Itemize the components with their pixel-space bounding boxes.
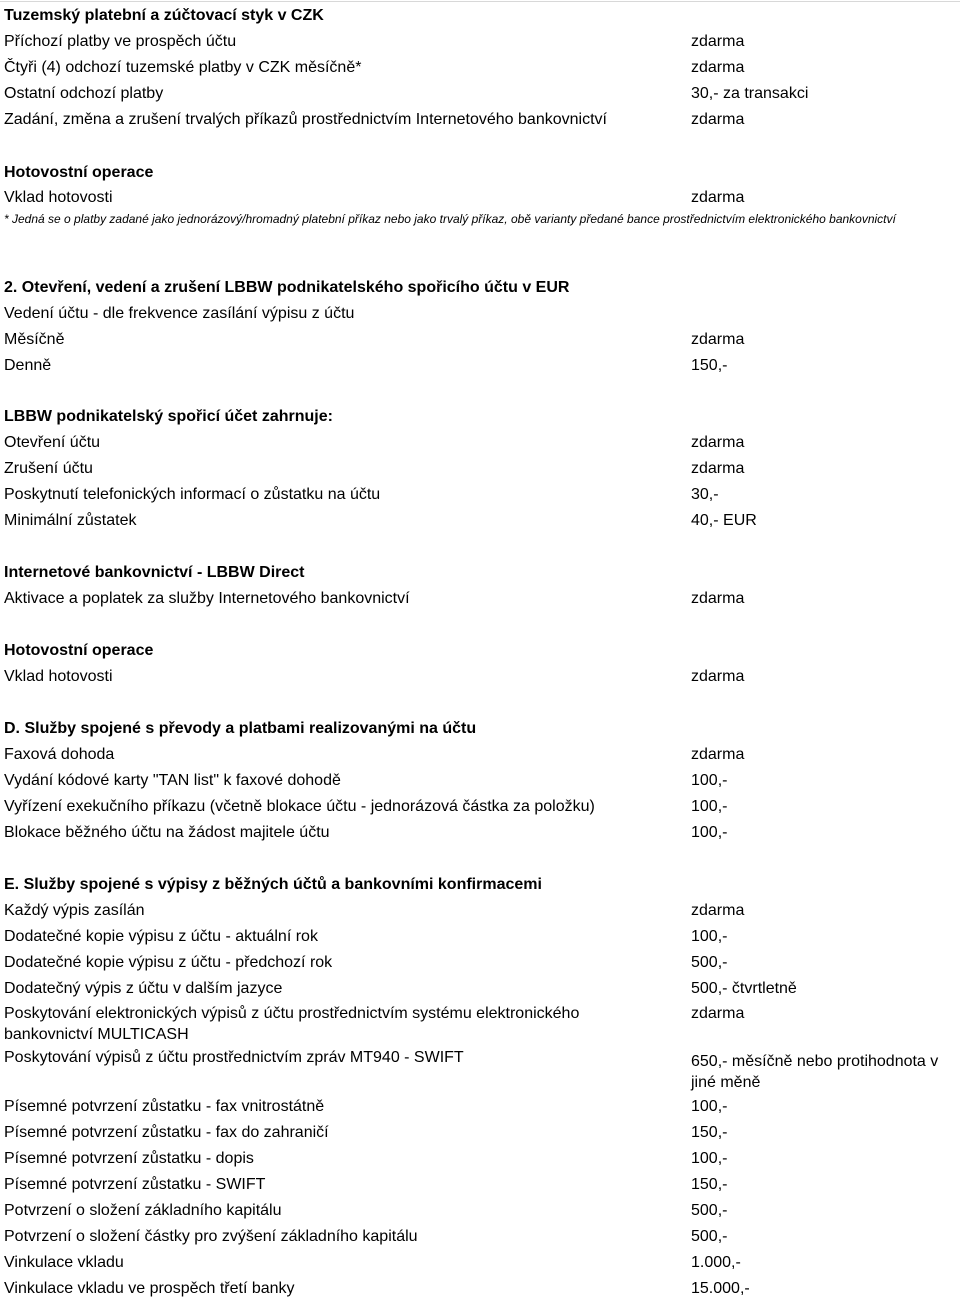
row-label: Zadání, změna a zrušení trvalých příkazů prostřednictvím Internetového bankovnictví: [4, 111, 607, 128]
row-label: Písemné potvrzení zůstatku - fax do zahraničí: [4, 1124, 329, 1141]
row-label: Příchozí platby ve prospěch účtu: [4, 33, 237, 50]
row-label: Dodatečné kopie výpisu z účtu - předchozí rok: [4, 954, 333, 971]
row-value: 100,-: [691, 1150, 728, 1167]
row-label: Dodatečné kopie výpisu z účtu - aktuální rok: [4, 928, 318, 945]
row-value: 100,-: [691, 824, 728, 841]
row-value: 500,-: [691, 1202, 728, 1219]
footnote: * Jedná se o platby zadané jako jednorázový/hromadný platební příkaz nebo jako trvalý příkaz, obě varianty předané bance prostřednictvím elektronického bankovnictví: [4, 212, 896, 226]
row-value: 100,-: [691, 772, 728, 789]
row-label: Vydání kódové karty "TAN list" k faxové dohodě: [4, 772, 341, 789]
row-value: zdarma: [691, 331, 745, 348]
row-label: Každý výpis zasílán: [4, 902, 145, 919]
row-label: Vklad hotovosti: [4, 668, 113, 685]
row-value: zdarma: [691, 1005, 745, 1022]
row-value: 1.000,-: [691, 1254, 741, 1271]
row-label: Poskytování elektronických výpisů z účtu prostřednictvím systému elektronického bankovnictví MULTICASH: [4, 1005, 580, 1043]
row-label: Čtyři (4) odchozí tuzemské platby v CZK měsíčně*: [4, 59, 362, 76]
row-label: Písemné potvrzení zůstatku - dopis: [4, 1150, 254, 1167]
section-title-cash-operations-2: Hotovostní operace: [4, 642, 154, 659]
row-value: 650,- měsíčně nebo protihodnota v jiné měně: [691, 1053, 939, 1091]
row-value: zdarma: [691, 434, 745, 451]
row-value: 100,-: [691, 928, 728, 945]
row-value: zdarma: [691, 902, 745, 919]
row-label: Písemné potvrzení zůstatku - fax vnitrostátně: [4, 1098, 325, 1115]
row-value: zdarma: [691, 111, 745, 128]
row-value: 100,-: [691, 1098, 728, 1115]
row-value: zdarma: [691, 668, 745, 685]
section-title-transfers: D. Služby spojené s převody a platbami realizovanými na účtu: [4, 720, 477, 737]
row-label: Vklad hotovosti: [4, 189, 113, 206]
row-label: Faxová dohoda: [4, 746, 115, 763]
section-subtitle: Vedení účtu - dle frekvence zasílání výpisu z účtu: [4, 305, 355, 322]
row-value: zdarma: [691, 59, 745, 76]
row-value: zdarma: [691, 590, 745, 607]
row-value: 150,-: [691, 1176, 728, 1193]
row-value: zdarma: [691, 189, 745, 206]
row-label: Zrušení účtu: [4, 460, 93, 477]
section-title-statements: E. Služby spojené s výpisy z běžných účtů a bankovními konfirmacemi: [4, 876, 542, 893]
row-label: Denně: [4, 357, 52, 374]
row-label: Aktivace a poplatek za služby Internetového bankovnictví: [4, 590, 410, 607]
row-value: 500,- čtvrtletně: [691, 980, 797, 997]
row-value: zdarma: [691, 33, 745, 50]
row-label: Potvrzení o složení částky pro zvýšení základního kapitálu: [4, 1228, 418, 1245]
top-rule: [0, 1, 960, 2]
row-value: 100,-: [691, 798, 728, 815]
row-label: Potvrzení o složení základního kapitálu: [4, 1202, 282, 1219]
row-label: Písemné potvrzení zůstatku - SWIFT: [4, 1176, 266, 1193]
section-title-cash-operations: Hotovostní operace: [4, 164, 154, 181]
section-title-domestic-payments: Tuzemský platební a zúčtovací styk v CZK: [4, 7, 324, 24]
row-value: 150,-: [691, 1124, 728, 1141]
row-value: zdarma: [691, 746, 745, 763]
section-title-savings-account: 2. Otevření, vedení a zrušení LBBW podnikatelského spořicího účtu v EUR: [4, 279, 570, 296]
row-label: Měsíčně: [4, 331, 65, 348]
row-label: Vyřízení exekučního příkazu (včetně blokace účtu - jednorázová částka za položku): [4, 798, 595, 815]
row-label: Minimální zůstatek: [4, 512, 137, 529]
row-label: Otevření účtu: [4, 434, 101, 451]
row-value: zdarma: [691, 460, 745, 477]
row-value: 30,- za transakci: [691, 85, 809, 102]
row-value: 500,-: [691, 954, 728, 971]
row-value: 40,- EUR: [691, 512, 757, 529]
row-value: 30,-: [691, 486, 719, 503]
row-value: 15.000,-: [691, 1280, 750, 1297]
row-label: Dodatečný výpis z účtu v dalším jazyce: [4, 980, 283, 997]
row-label: Vinkulace vkladu ve prospěch třetí banky: [4, 1280, 295, 1297]
row-label: Vinkulace vkladu: [4, 1254, 124, 1271]
row-label: Ostatní odchozí platby: [4, 85, 164, 102]
row-value: 150,-: [691, 357, 728, 374]
section-title-account-includes: LBBW podnikatelský spořicí účet zahrnuje:: [4, 408, 333, 425]
row-label: Poskytnutí telefonických informací o zůstatku na účtu: [4, 486, 381, 503]
section-title-internet-banking: Internetové bankovnictví - LBBW Direct: [4, 564, 305, 581]
row-label: Blokace běžného účtu na žádost majitele účtu: [4, 824, 330, 841]
row-value: 500,-: [691, 1228, 728, 1245]
row-label: Poskytování výpisů z účtu prostřednictvím zpráv MT940 - SWIFT: [4, 1049, 464, 1066]
